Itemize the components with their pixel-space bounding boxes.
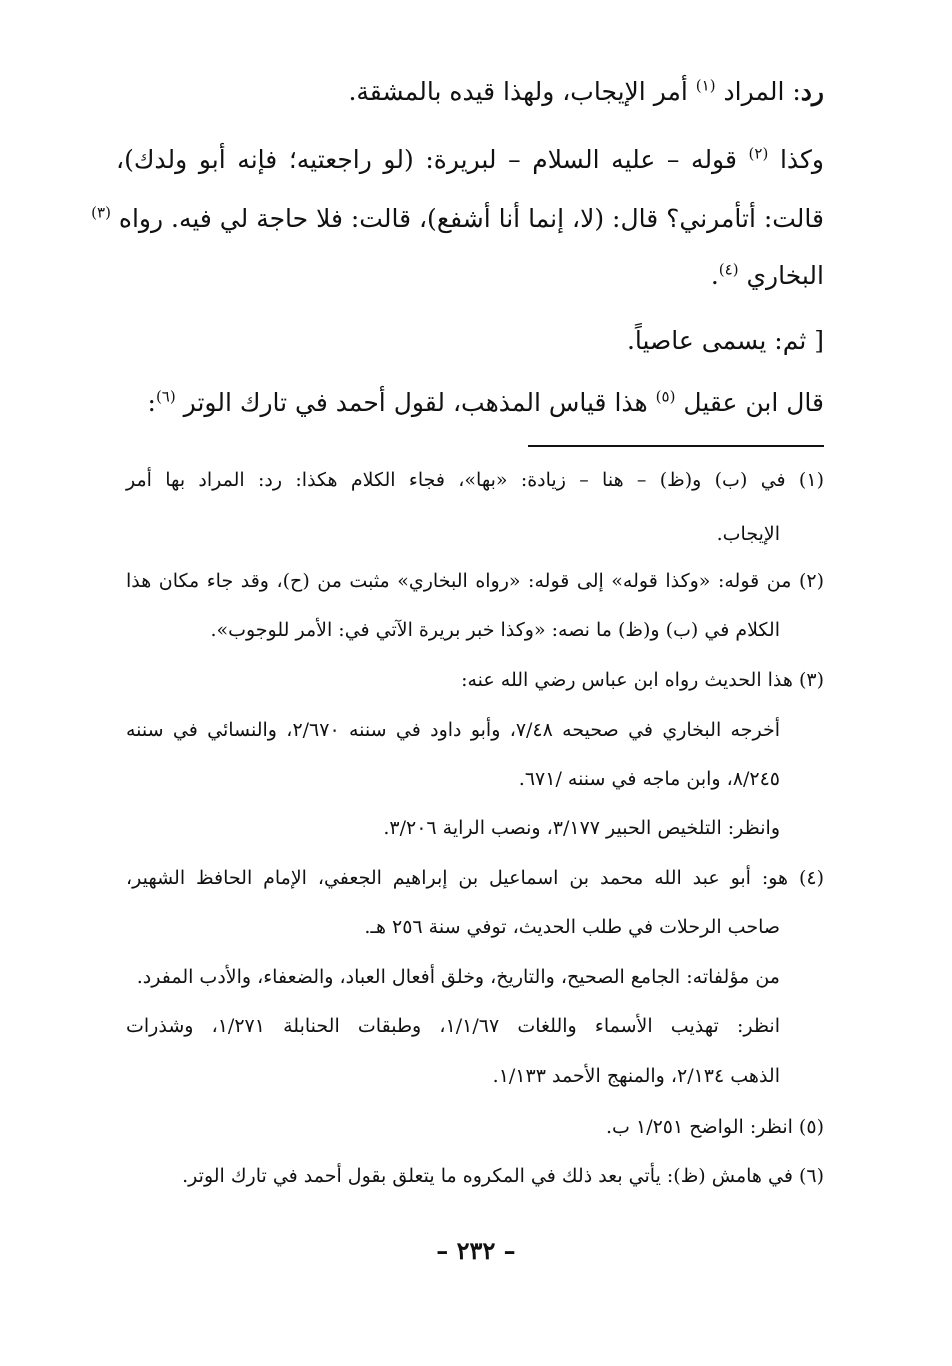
footnote-3-line-4: وانظر: التلخيص الحبير ٣/١٧٧، ونصب الراية ٣/٢٠٦. [383,817,780,839]
footnote-4-line-2: صاحب الرحلات في طلب الحديث، توفي سنة ٢٥٦ هـ. [364,916,780,938]
footnote-4-line-4: انظر: تهذيب الأسماء واللغات ١/١/٦٧، وطبقات الحنابلة ١/٢٧١، وشذرات [126,1015,780,1037]
main-text: قالت: أتأمرني؟ قال: (لا، إنما أنا أشفع)، قالت: فلا حاجة لي فيه. رواه [110,204,824,233]
footnote-4-line-1: (٤) هو: أبو عبد الله محمد بن اسماعيل بن إبراهيم الجعفي، الإمام الحافظ الشهير، [126,867,824,889]
footnote-1-line-1: (١) في (ب) و(ظ) – هنا – زيادة: «بها»، فجاء الكلام هكذا: رد: المراد بها أمر [126,469,824,491]
main-text: البخاري [738,261,824,290]
main-text: أمر الإيجاب، ولهذا قيده بالمشقة. [348,77,696,106]
main-text: . [710,261,719,290]
footnote-ref: (٥) [655,387,676,406]
main-line-6 [148,385,825,421]
main-text: قال ابن عقيل [675,388,824,417]
main-line-3 [91,201,824,237]
footnote-2-line-1: (٢) من قوله: «وكذا قوله» إلى قوله: «رواه البخاري» مثبت من (ح)، وقد جاء مكان هذا [126,570,824,592]
main-text: هذا قياس المذهب، لقول أحمد في تارك الوتر [175,388,656,417]
main-text: : المراد [715,77,801,106]
footnote-ref: (٢) [748,144,769,163]
footnote-2-line-2: الكلام في (ب) و(ظ) ما نصه: «وكذا خبر بريرة الآتي في: الأمر للوجوب». [210,619,780,641]
page-number: – ٢٣٢ – [436,1236,516,1265]
main-line-1 [348,74,824,110]
footnote-ref: (١) [695,76,716,95]
footnote-3-line-2: أخرجه البخاري في صحيحه ٧/٤٨، وأبو داود في سننه ٢/٦٧٠، والنسائي في سننه [126,719,780,741]
footnote-3-line-1: (٣) هذا الحديث رواه ابن عباس رضي الله عنه: [461,669,824,691]
footnote-ref: (٣) [91,203,111,222]
main-line-4 [711,258,824,294]
footnote-4-line-3: من مؤلفاته: الجامع الصحيح، والتاريخ، وخلق أفعال العباد، والضعفاء، والأدب المفرد. [136,966,780,988]
main-text: قوله – عليه السلام – لبريرة: (لو راجعتيه؛ فإنه أبو ولدك)، [116,145,749,174]
main-text: [ ثم: يسمى عاصياً. [626,326,824,355]
footnote-ref: (٦) [155,387,176,406]
main-line-2 [116,142,824,178]
footnote-ref: (٤) [718,260,739,279]
footnote-1-line-2: الإيجاب. [716,523,780,545]
main-line-5 [627,323,824,359]
main-text: وكذا [768,145,824,174]
footnote-6: (٦) في هامش (ظ): يأتي بعد ذلك في المكروه ما يتعلق بقول أحمد في تارك الوتر. [182,1165,824,1187]
footnote-4-line-5: الذهب ٢/١٣٤، والمنهج الأحمد ١/١٣٣. [492,1065,780,1087]
footnote-5: (٥) انظر: الواضح ١/٢٥١ ب. [606,1116,824,1138]
reply-label: رد [800,77,824,106]
main-text: : [147,388,156,417]
footnote-separator [528,445,824,447]
footnote-3-line-3: ٨/٢٤٥، وابن ماجه في سننه /٦٧١. [518,768,780,790]
